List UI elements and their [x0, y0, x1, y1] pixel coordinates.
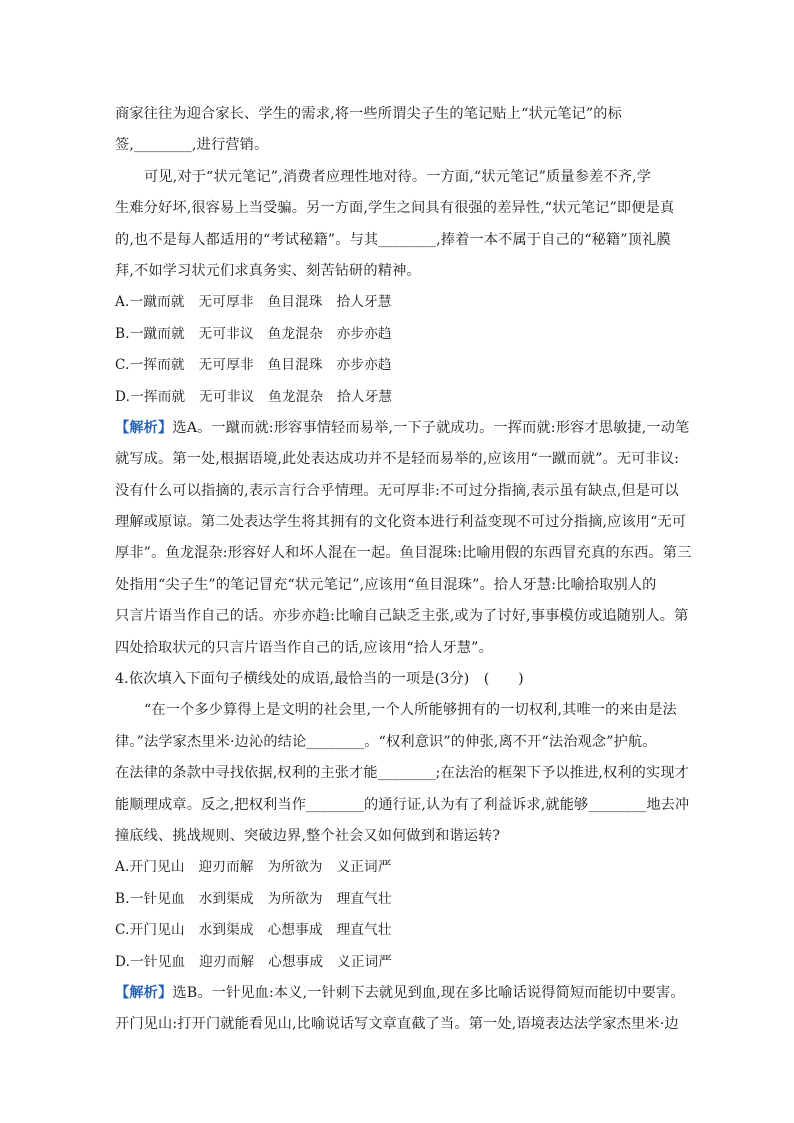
line-text: 选B。一针见血:本义,一针刺下去就见到血,现在多比喻话说得简短而能切中要害。	[172, 984, 685, 1001]
line-text: 只言片语当作自己的话。亦步亦趋:比喻自己缺乏主张,或为了讨好,事事模仿或追随别人。第	[115, 608, 689, 625]
line-text: A.开门见山 迎刃而解 为所欲为 义正词严	[115, 859, 392, 876]
line-text: 四处拾取状元的只言片语当作自己的话,应该用“拾人牙慧”。	[115, 639, 493, 656]
text-line	[115, 1010, 690, 1041]
answer-option	[115, 288, 690, 319]
line-text: 生难分好坏,很容易上当受骗。另一方面,学生之间具有很强的差异性,“状元笔记”即便是真	[115, 200, 675, 217]
text-line	[115, 728, 690, 759]
line-text: 律。”法学家杰里米·边沁的结论________。“权利意识”的伸张,离不开“法治观念”护航。	[115, 733, 657, 750]
answer-option	[115, 948, 690, 979]
analysis-tag: 【解析】	[115, 984, 173, 1001]
text-line	[115, 100, 690, 131]
text-line	[115, 759, 690, 790]
line-text: 能顺理成章。反之,把权利当作________的通行证,认为有了利益诉求,就能够________地去冲	[115, 796, 690, 813]
line-text: “在一个多少算得上是文明的社会里,一个人所能够拥有的一切权利,其唯一的来由是法	[144, 702, 677, 719]
text-line	[115, 634, 690, 665]
line-text: 没有什么可以指摘的,表示言行合乎情理。无可厚非:不可过分指摘,表示虽有缺点,但是可以	[115, 482, 679, 499]
line-text: 撞底线、挑战规则、突破边界,整个社会又如何做到和谐运转?	[115, 827, 501, 844]
line-text: C.开门见山 水到渠成 心想事成 理直气壮	[115, 922, 392, 939]
answer-option	[115, 383, 690, 414]
line-text: D.一挥而就 无可非议 鱼龙混杂 拾人牙慧	[115, 388, 393, 405]
text-line	[115, 194, 690, 225]
line-text: 选A。一蹴而就:形容事情轻而易举,一下子就成功。一挥而就:形容才思敏捷,一动笔	[172, 419, 690, 436]
text-line	[115, 257, 690, 288]
text-line	[115, 508, 690, 539]
answer-option	[115, 916, 690, 947]
text-line	[115, 822, 690, 853]
line-text: 签,________,进行营销。	[115, 137, 269, 154]
analysis-line	[115, 414, 690, 445]
line-text: 厚非”。鱼龙混杂:形容好人和坏人混在一起。鱼目混珠:比喻用假的东西冒充真的东西。第三	[115, 545, 692, 562]
line-text: 商家往往为迎合家长、学生的需求,将一些所谓尖子生的笔记贴上“状元笔记”的标	[115, 106, 622, 122]
text-line	[115, 131, 690, 162]
answer-option	[115, 853, 690, 884]
line-text: 拜,不如学习状元们求真务实、刻苦钻研的精神。	[115, 262, 421, 279]
line-text: 就写成。第一处,根据语境,此处表达成功并不是轻而易举的,应该用“一蹴而就”。无可非议:	[115, 451, 680, 468]
text-line	[115, 477, 690, 508]
line-text: 理解或原谅。第二处表达学生将其拥有的文化资本进行利益变现不可过分指摘,应该用“无可	[115, 514, 687, 531]
answer-option	[115, 351, 690, 382]
text-line	[115, 571, 690, 602]
line-text: 在法律的条款中寻找依据,权利的主张才能________;在法治的框架下予以推进,权利的实现才	[115, 765, 690, 782]
analysis-tag: 【解析】	[115, 419, 173, 436]
text-line	[115, 665, 690, 696]
document-page	[115, 100, 690, 1042]
line-text: B.一蹴而就 无可非议 鱼龙混杂 亦步亦趋	[115, 325, 392, 342]
line-text: 的,也不是每人都适用的“考试秘籍”。与其________,捧着一本不属于自己的“秘籍”顶礼膜	[115, 231, 671, 248]
line-text: 4.依次填入下面句子横线处的成语,最恰当的一项是(3分) ( )	[115, 671, 524, 688]
paragraph-start-line	[115, 163, 690, 194]
paragraph-start-line	[115, 696, 690, 727]
line-text: C.一挥而就 无可厚非 鱼目混珠 亦步亦趋	[115, 357, 392, 374]
line-text: 处指用“尖子生”的笔记冒充“状元笔记”,应该用“鱼目混珠”。拾人牙慧:比喻拾取别人的	[115, 576, 657, 593]
answer-option	[115, 885, 690, 916]
line-text: A.一蹴而就 无可厚非 鱼目混珠 拾人牙慧	[115, 294, 392, 311]
text-line	[115, 445, 690, 476]
text-line	[115, 791, 690, 822]
analysis-line	[115, 979, 690, 1010]
line-text: 开门见山:打开门就能看见山,比喻说话写文章直截了当。第一处,语境表达法学家杰里米·边	[115, 1016, 679, 1033]
text-line	[115, 602, 690, 633]
line-text: D.一针见血 迎刃而解 心想事成 义正词严	[115, 953, 393, 970]
text-line	[115, 226, 690, 257]
text-line	[115, 539, 690, 570]
line-text: 可见,对于“状元笔记”,消费者应理性地对待。一方面,“状元笔记”质量参差不齐,学	[144, 168, 652, 185]
line-text: B.一针见血 水到渠成 为所欲为 理直气壮	[115, 890, 392, 907]
answer-option	[115, 320, 690, 351]
